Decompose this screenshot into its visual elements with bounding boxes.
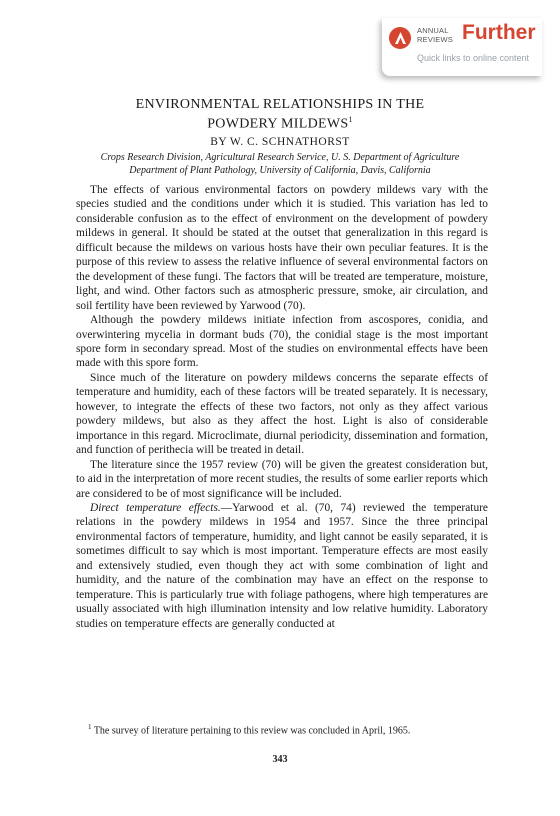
further-links-badge[interactable] <box>382 18 542 76</box>
paragraph-5-text: —Yarwood et al. (70, 74) reviewed the temperature relations in the powdery mildews in 1954 and 1957. Since the three principal environmental factors of temperature, humidity, and light cannot be easily separated, it is sometimes difficult to say which is most important. Temperature effects are most easily and extensively studied, even though they act with some combination of light and humidity, and the nature of the combination may have an effect on the response to temperature. This is particularly true with foliage pathogens, where high temperatures are usually associated with high illumination intensity and low relative humidity. Laboratory studies on temperature effects are generally conducted at <box>76 501 488 630</box>
paragraph-3: Since much of the literature on powdery mildews concerns the separate effects of temperature and humidity, each of these factors will be treated separately. It is necessary, however, to integrate the effects of these two factors, not only as they affect various powdery mildews, but also as they affect the host. Light is also of considerable importance in this regard. Microclimate, diurnal periodicity, dissemination and formation, and function of perithecia will be treated in detail. <box>76 371 488 457</box>
section-heading-temperature: Direct temperature effects. <box>90 501 221 514</box>
badge-subtitle: Quick links to online content <box>417 53 530 63</box>
affiliation <box>40 151 520 177</box>
badge-reviews-text: REVIEWS <box>417 34 453 44</box>
author-line: BY W. C. SCHNATHORST <box>210 136 350 148</box>
paragraph-5 <box>76 501 488 631</box>
title-line-2 <box>40 112 520 132</box>
footnote <box>88 721 488 737</box>
paragraph-4: The literature since the 1957 review (70) will be given the greatest consideration but, to aid in the interpretation of more recent studies, the results of some earlier reports which are considered to be of most significance will be included. <box>76 458 488 500</box>
paragraph-1: The effects of various environmental factors on powdery mildews vary with the species studied and the conditions under which it is studied. This variation has led to considerable confusion as to the effect of environment on the development of powdery mildews in general. It should be stated at the outset that generalization in this regard is difficult because the mildews on various hosts have their own peculiar features. It is the purpose of this review to assess the relative influence of several environmental factors on the development of these fungi. The factors that will be treated are temperature, moisture, light, and wind. Other factors such as atmospheric pressure, smoke, air circulation, and soil fertility have been reviewed by Yarwood (70). <box>76 184 488 312</box>
annual-reviews-logo-icon <box>389 27 411 49</box>
badge-annual-text: ANNUAL <box>417 26 449 35</box>
title-line-2-text: POWDERY MILDEWS <box>207 116 349 132</box>
page-number: 343 <box>272 754 288 765</box>
article-body <box>76 183 488 631</box>
affiliation-line-1: Crops Research Division, Agricultural Research Service, U. S. Department of Agriculture <box>100 152 460 163</box>
affiliation-line-2: Department of Plant Pathology, University of California, Davis, California <box>129 165 431 176</box>
title-line-1: ENVIRONMENTAL RELATIONSHIPS IN THE <box>135 97 425 112</box>
badge-further-text: Further <box>462 21 536 44</box>
footnote-text: The survey of literature pertaining to this review was concluded in April, 1965. <box>91 725 411 737</box>
article-title <box>40 97 520 132</box>
paragraph-2: Although the powdery mildews initiate infection from ascospores, conidia, and overwintering mycelia in dormant buds (70), the conidial stage is the most important spore form in secondary spread. Most of the studies on environmental effects have been made with this spore form. <box>76 314 488 370</box>
annual-reviews-wordmark <box>417 27 465 44</box>
footnote-mark: 1 <box>88 723 92 731</box>
title-footnote-mark: 1 <box>348 115 353 124</box>
